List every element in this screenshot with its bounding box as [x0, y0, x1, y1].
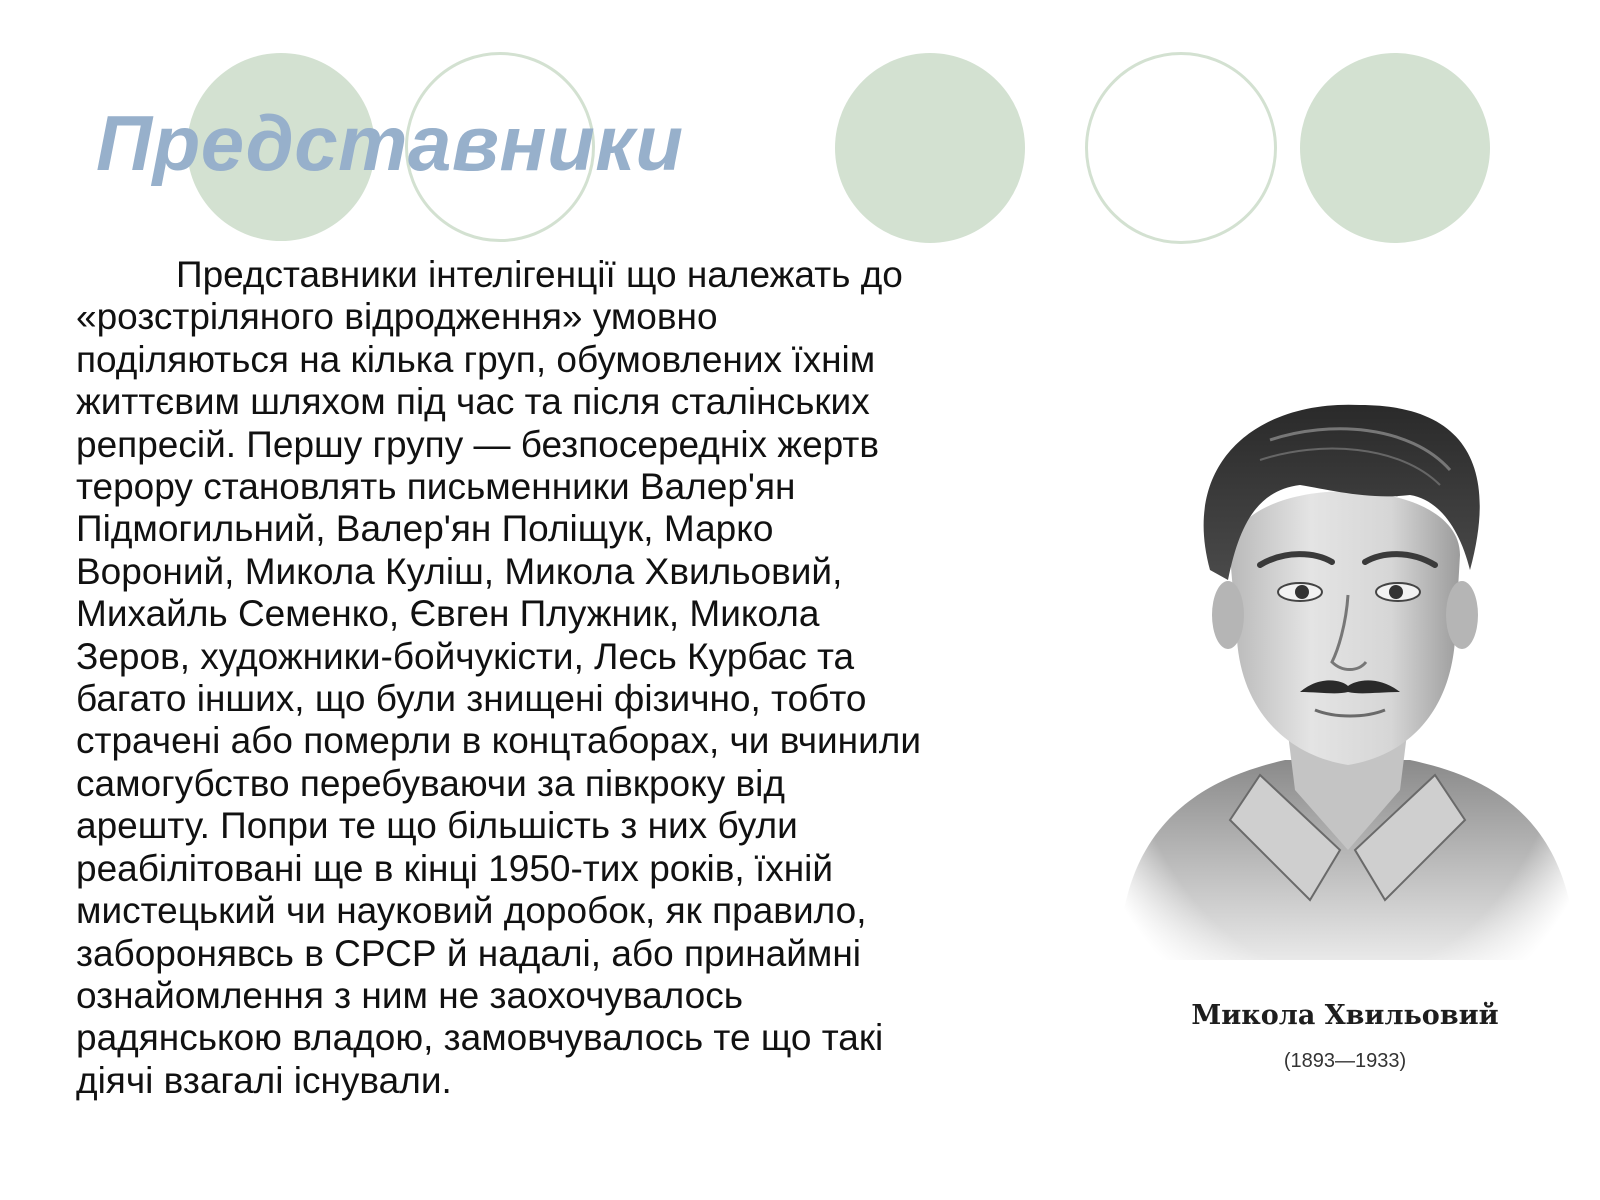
body-line: багато інших, що були знищені фізично, тобто [76, 678, 867, 720]
body-line: заборонявсь в СРСР й надалі, або принаймні [76, 932, 862, 974]
portrait-caption-name: Микола Хвильовий [1191, 1000, 1499, 1031]
body-line: Вороний, Микола Куліш, Микола Хвильовий, [76, 550, 843, 592]
body-line: ознайомлення з ним не заохочувалось [76, 974, 744, 1016]
body-line: «розстріляного відродження» умовно [76, 296, 718, 338]
decor-circle-4 [1085, 52, 1277, 244]
body-line: терору становлять письменники Валер'ян [76, 466, 796, 508]
body-line: самогубство перебуваючи за півкроку від [76, 762, 785, 804]
decor-circle-5 [1300, 53, 1490, 243]
body-line: Михайль Семенко, Євген Плужник, Микола [76, 593, 820, 635]
body-line: Зеров, художники-бойчукісти, Лесь Курбас та [76, 635, 855, 677]
slide-title: Представники [96, 99, 684, 187]
body-line: Представники інтелігенції що належать до [176, 254, 903, 295]
body-line: мистецький чи науковий доробок, як правило, [76, 890, 867, 932]
portrait-caption-years: (1893—1933) [1283, 1050, 1407, 1072]
body-line: діячі взагалі існували. [76, 1059, 452, 1101]
body-line: страчені або померли в концтаборах, чи вчинили [76, 720, 922, 762]
body-line: реабілітовані ще в кінці 1950-тих років, їхній [76, 847, 834, 889]
body-line: радянською владою, замовчувалось те що такі [76, 1017, 884, 1059]
decor-circle-3 [835, 53, 1025, 243]
body-line: життєвим шляхом під час та після сталінських [76, 381, 870, 423]
portrait-image [1110, 380, 1580, 1000]
body-line: репресій. Першу групу — безпосередніх жертв [76, 423, 880, 465]
body-text [76, 254, 1116, 1102]
body-line: поділяються на кілька груп, обумовлених їхнім [76, 338, 876, 380]
body-line: арешту. Попри те що більшість з них були [76, 805, 798, 847]
body-line: Підмогильний, Валер'ян Поліщук, Марко [76, 508, 774, 550]
